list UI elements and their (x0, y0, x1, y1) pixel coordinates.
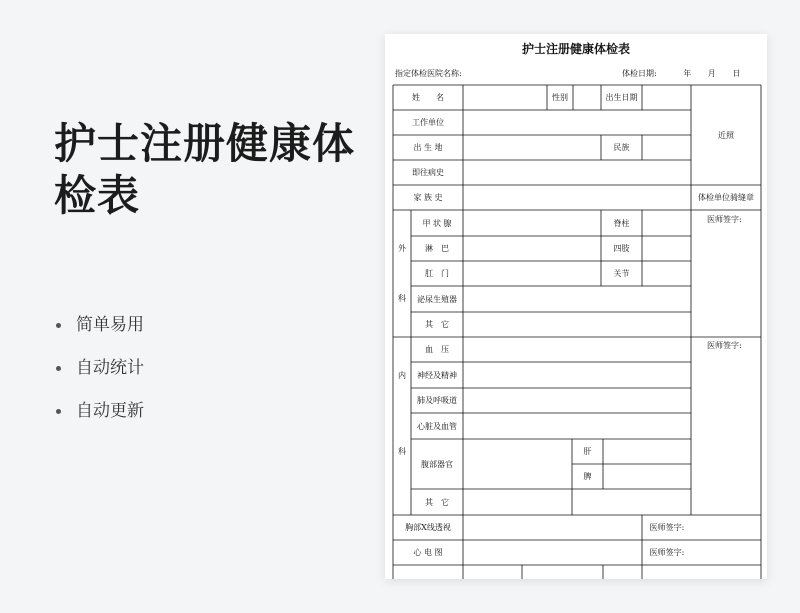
month-label: 月 (707, 69, 716, 78)
doctor-sign-surgery: 医师签字: (707, 215, 742, 224)
limbs-label: 四肢 (613, 244, 630, 253)
internal-label-2: 科 (398, 447, 406, 456)
lymph-label: 淋 巴 (425, 244, 449, 253)
other-surgery-label: 其 它 (425, 320, 449, 329)
xray-label: 胸部X线透视 (405, 523, 451, 532)
ecg-label: 心 电 图 (413, 548, 443, 557)
heart-label: 心脏及血管 (417, 421, 457, 431)
feature-item (54, 313, 144, 356)
internal-label-1: 内 (398, 370, 406, 380)
spleen-label: 脾 (583, 472, 592, 481)
work-unit-label: 工作单位 (412, 118, 444, 127)
year-label: 年 (683, 69, 692, 78)
family-history-label: 家 族 史 (413, 193, 443, 202)
feature-item (54, 399, 144, 442)
surgery-label-2: 科 (398, 294, 406, 303)
feature-label: 简单易用 (76, 315, 144, 335)
bullet-dot-icon (56, 366, 61, 371)
feature-label: 自动更新 (76, 401, 144, 421)
hero-title-line-2: 检表 (54, 171, 141, 220)
anus-label: 肛 门 (425, 269, 449, 278)
date-label: 体检日期: (622, 69, 657, 78)
feature-list (54, 313, 144, 442)
abdomen-label: 腹部器官 (421, 459, 453, 469)
urogenital-label: 泌尿生殖器 (417, 294, 457, 304)
other-internal-label: 其 它 (425, 497, 449, 507)
feature-label: 自动统计 (76, 358, 144, 378)
photo-label: 近照 (718, 130, 734, 140)
form-preview (385, 34, 767, 579)
surgery-label-1: 外 (398, 244, 406, 253)
doctor-sign-internal: 医师签字: (707, 341, 742, 350)
past-history-label: 即往病史 (412, 168, 444, 177)
hospital-label: 指定体检医院名称: (395, 69, 462, 78)
hero-title (54, 118, 374, 222)
bullet-dot-icon (56, 409, 61, 414)
seal-label: 体检单位骑缝章 (698, 193, 754, 202)
liver-label: 肝 (583, 447, 592, 456)
birthplace-label: 出 生 地 (413, 143, 443, 152)
ethnicity-label: 民族 (613, 143, 630, 152)
birth-date-label: 出生日期 (605, 93, 638, 102)
hero-title-line-1: 护士注册健康体 (54, 119, 356, 168)
thyroid-label: 甲 状 腺 (422, 218, 452, 228)
name-label: 姓 名 (412, 93, 444, 102)
day-label: 日 (732, 69, 741, 78)
spine-label: 脊柱 (613, 218, 630, 228)
lung-label: 肺及呼吸道 (417, 396, 457, 405)
blood-pressure-label: 血 压 (425, 345, 449, 354)
doctor-sign-xray: 医师签字: (649, 523, 685, 532)
feature-item (54, 356, 144, 399)
bullet-dot-icon (56, 323, 61, 328)
gender-label: 性别 (552, 93, 568, 102)
nerve-label: 神经及精神 (417, 370, 457, 380)
joints-label: 关节 (613, 269, 630, 278)
form-title: 护士注册健康体检表 (521, 42, 630, 56)
doctor-sign-ecg: 医师签字: (649, 548, 685, 557)
